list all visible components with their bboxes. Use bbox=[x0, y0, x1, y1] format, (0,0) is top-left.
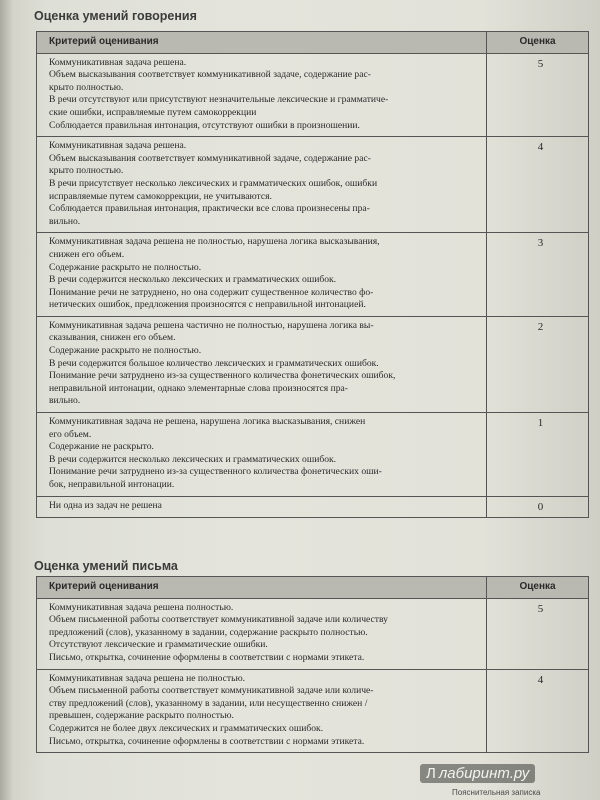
criteria-text-line: Объем письменной работы соответствует коммуникативной задаче или количе- bbox=[49, 685, 374, 697]
table-row bbox=[37, 53, 589, 137]
speaking-criteria-table bbox=[36, 31, 589, 518]
criteria-text-line: В речи присутствует несколько лексических и грамматических ошибок, ошибки bbox=[49, 177, 378, 189]
table-row bbox=[37, 598, 589, 669]
criteria-text-line: исправляемые путем самокоррекции, не учитываются. bbox=[49, 190, 272, 202]
criteria-column-header: Критерий оценивания bbox=[37, 577, 487, 599]
criteria-text-line: Содержится не более двух лексических и грамматических ошибок. bbox=[49, 722, 324, 734]
book-spine bbox=[0, 0, 14, 800]
criteria-cell bbox=[37, 496, 487, 518]
criteria-text-line: Коммуникативная задача решена полностью. bbox=[49, 601, 234, 613]
score-cell: 3 bbox=[487, 233, 589, 317]
score-column-header: Оценка bbox=[487, 32, 589, 54]
criteria-text-line: Коммуникативная задача не решена, нарушена логика высказывания, снижен bbox=[49, 416, 366, 428]
table-row bbox=[37, 413, 589, 497]
score-cell: 5 bbox=[487, 53, 589, 137]
score-cell: 0 bbox=[487, 496, 589, 518]
criteria-text-line: вильно. bbox=[49, 215, 81, 227]
criteria-text-line: Письмо, открытка, сочинение оформлены в соответствии с нормами этикета. bbox=[49, 735, 365, 747]
criteria-text-line: Коммуникативная задача решена не полностью. bbox=[49, 672, 246, 684]
criteria-text-line: Объем письменной работы соответствует коммуникативной задаче или количеству bbox=[49, 614, 388, 626]
score-cell: 5 bbox=[487, 598, 589, 669]
table-header-row bbox=[37, 32, 589, 54]
criteria-text-line: Коммуникативная задача решена не полностью, нарушена логика высказывания, bbox=[49, 236, 380, 248]
labirint-logo-icon: Л bbox=[426, 765, 436, 782]
criteria-cell bbox=[37, 53, 487, 137]
score-cell: 2 bbox=[487, 316, 589, 412]
criteria-text-line: превышен, содержание раскрыто полностью. bbox=[49, 710, 234, 722]
criteria-text-line: Понимание речи не затруднено, но она содержит существенное количество фо- bbox=[49, 286, 374, 298]
watermark-text: лабиринт.ру bbox=[438, 765, 530, 782]
criteria-cell bbox=[37, 316, 487, 412]
criteria-cell bbox=[37, 233, 487, 317]
criteria-text-line: предложений (слов), указанному в задании, содержание раскрыто полностью. bbox=[49, 626, 368, 638]
score-column-header: Оценка bbox=[487, 577, 589, 599]
criteria-text-line: снижен его объем. bbox=[49, 248, 125, 260]
writing-section-title: Оценка умений письма bbox=[34, 559, 178, 573]
table-row bbox=[37, 496, 589, 518]
criteria-text-line: нетических ошибок, предложения произносятся с неправильной интонацией. bbox=[49, 299, 366, 311]
criteria-text-line: крыто полностью. bbox=[49, 165, 124, 177]
criteria-text-line: В речи отсутствуют или присутствуют незначительные лексические и грамматиче- bbox=[49, 94, 389, 106]
criteria-text-line: Содержание раскрыто не полностью. bbox=[49, 345, 202, 357]
score-cell: 4 bbox=[487, 137, 589, 233]
table-row bbox=[37, 316, 589, 412]
criteria-text-line: Понимание речи затруднено из-за существенного количества фонетических ошибок, bbox=[49, 370, 396, 382]
criteria-text-line: В речи содержится несколько лексических и грамматических ошибок. bbox=[49, 453, 337, 465]
criteria-text-line: Содержание не раскрыто. bbox=[49, 441, 154, 453]
table-header-row bbox=[37, 577, 589, 599]
score-cell: 1 bbox=[487, 413, 589, 497]
criteria-text-line: Соблюдается правильная интонация, практически все слова произнесены пра- bbox=[49, 203, 370, 215]
criteria-text-line: Отсутствуют лексические и грамматические ошибки. bbox=[49, 639, 268, 651]
writing-criteria-table bbox=[36, 576, 589, 753]
criteria-text-line: Коммуникативная задача решена частично не полностью, нарушена логика вы- bbox=[49, 319, 374, 331]
criteria-cell bbox=[37, 137, 487, 233]
criteria-text-line: Объем высказывания соответствует коммуникативной задаче, содержание рас- bbox=[49, 152, 371, 164]
criteria-cell bbox=[37, 669, 487, 753]
criteria-cell bbox=[37, 598, 487, 669]
criteria-text-line: неправильной интонации, однако элементарные слова произносятся пра- bbox=[49, 382, 348, 394]
criteria-text-line: Соблюдается правильная интонация, отсутствуют ошибки в произношении. bbox=[49, 119, 360, 131]
criteria-text-line: бок, неправильной интонации. bbox=[49, 479, 175, 490]
criteria-text-line: вильно. bbox=[49, 395, 81, 407]
criteria-text-line: ские ошибки, исправляемые путем самокоррекции bbox=[49, 106, 257, 118]
criteria-text-line: Коммуникативная задача решена. bbox=[49, 56, 187, 68]
criteria-text-line: В речи содержится большое количество лексических и грамматических ошибок. bbox=[49, 357, 379, 369]
criteria-text-line: крыто полностью. bbox=[49, 81, 124, 93]
criteria-text-line: его объем. bbox=[49, 428, 92, 440]
table-row bbox=[37, 669, 589, 753]
table-row bbox=[37, 137, 589, 233]
speaking-section-title: Оценка умений говорения bbox=[34, 9, 197, 23]
page-footer: Пояснительная записка bbox=[452, 788, 541, 797]
criteria-text-line: Коммуникативная задача решена. bbox=[49, 140, 187, 152]
criteria-text-line: Ни одна из задач не решена bbox=[49, 499, 162, 511]
criteria-column-header: Критерий оценивания bbox=[37, 32, 487, 54]
criteria-text-line: Понимание речи затруднено из-за существенного количества фонетических оши- bbox=[49, 466, 382, 478]
score-cell: 4 bbox=[487, 669, 589, 753]
criteria-cell bbox=[37, 413, 487, 497]
labirint-watermark bbox=[420, 764, 535, 783]
table-row bbox=[37, 233, 589, 317]
criteria-text-line: Письмо, открытка, сочинение оформлены в соответствии с нормами этикета. bbox=[49, 651, 365, 663]
criteria-text-line: ству предложений (слов), указанному в задании, или несущественно снижен / bbox=[49, 697, 368, 709]
criteria-text-line: Объем высказывания соответствует коммуникативной задаче, содержание рас- bbox=[49, 69, 371, 81]
criteria-text-line: Содержание раскрыто не полностью. bbox=[49, 261, 202, 273]
criteria-text-line: В речи содержится несколько лексических и грамматических ошибок. bbox=[49, 274, 337, 286]
criteria-text-line: сказывания, снижен его объем. bbox=[49, 332, 176, 344]
